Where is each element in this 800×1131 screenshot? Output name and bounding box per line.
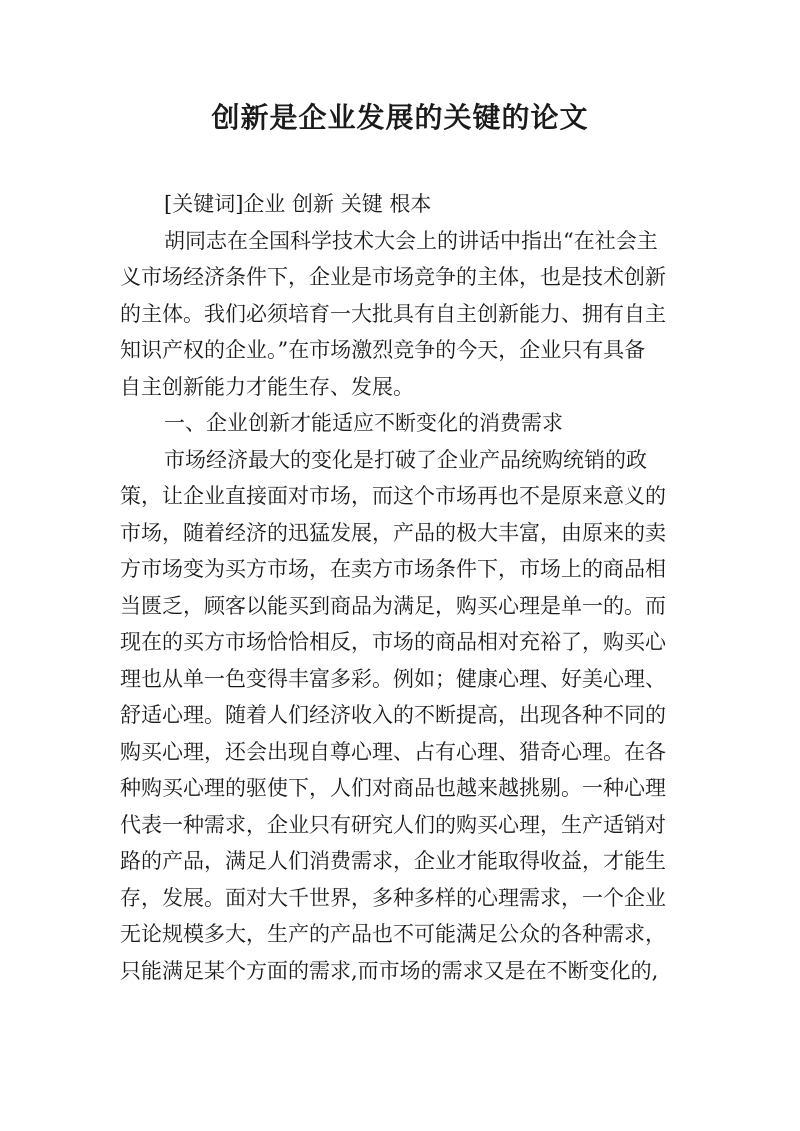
text-line: 现在的买方市场恰恰相反，市场的商品相对充裕了，购买心 — [120, 630, 666, 654]
text-line: [关键词]企业 创新 关键 根本 — [164, 192, 432, 216]
text-line: 存，发展。面对大千世界，多种多样的心理需求，一个企业 — [120, 885, 666, 910]
text-line: 策，让企业直接面对市场，而这个市场再也不是原来意义的 — [120, 484, 666, 508]
text-line: 只能满足某个方面的需求,而市场的需求又是在不断变化的, — [120, 958, 659, 983]
text-line: 一、企业创新才能适应不断变化的消费需求 — [164, 411, 563, 435]
text-line: 市场，随着经济的迅猛发展，产品的极大丰富，由原来的卖 — [120, 520, 666, 545]
text-line: 的主体。我们必须培育一大批具有自主创新能力、拥有自主 — [120, 301, 666, 326]
text-line: 知识产权的企业。”在市场激烈竞争的今天，企业只有具备 — [120, 338, 646, 362]
text-line: 义市场经济条件下，企业是市场竞争的主体，也是技术创新 — [120, 265, 666, 289]
text-line: 胡同志在全国科学技术大会上的讲话中指出“在社会主 — [164, 228, 658, 253]
text-line: 舒适心理。随着人们经济收入的不断提高，出现各种不同的 — [120, 703, 666, 727]
document-body — [120, 186, 690, 989]
text-line: 种购买心理的驱使下，人们对商品也越来越挑剔。一种心理 — [120, 776, 666, 800]
text-line: 市场经济最大的变化是打破了企业产品统购统销的政 — [164, 447, 647, 472]
text-line: 代表一种需求，企业只有研究人们的购买心理，生产适销对 — [120, 812, 666, 837]
text-line: 无论规模多大，生产的产品也不可能满足公众的各种需求， — [120, 922, 666, 946]
text-line: 方市场变为买方市场，在卖方市场条件下，市场上的商品相 — [120, 557, 666, 581]
text-line: 理也从单一色变得丰富多彩。例如；健康心理、好美心理、 — [120, 666, 666, 691]
text-line: 购买心理，还会出现自尊心理、占有心理、猎奇心理。在各 — [120, 739, 666, 764]
text-line: 当匮乏，顾客以能买到商品为满足，购买心理是单一的。而 — [120, 593, 666, 618]
text-line: 自主创新能力才能生存、发展。 — [120, 374, 414, 399]
document-title: 创新是企业发展的关键的论文 — [211, 101, 589, 134]
text-line: 路的产品，满足人们消费需求，企业才能取得收益，才能生 — [120, 849, 666, 873]
